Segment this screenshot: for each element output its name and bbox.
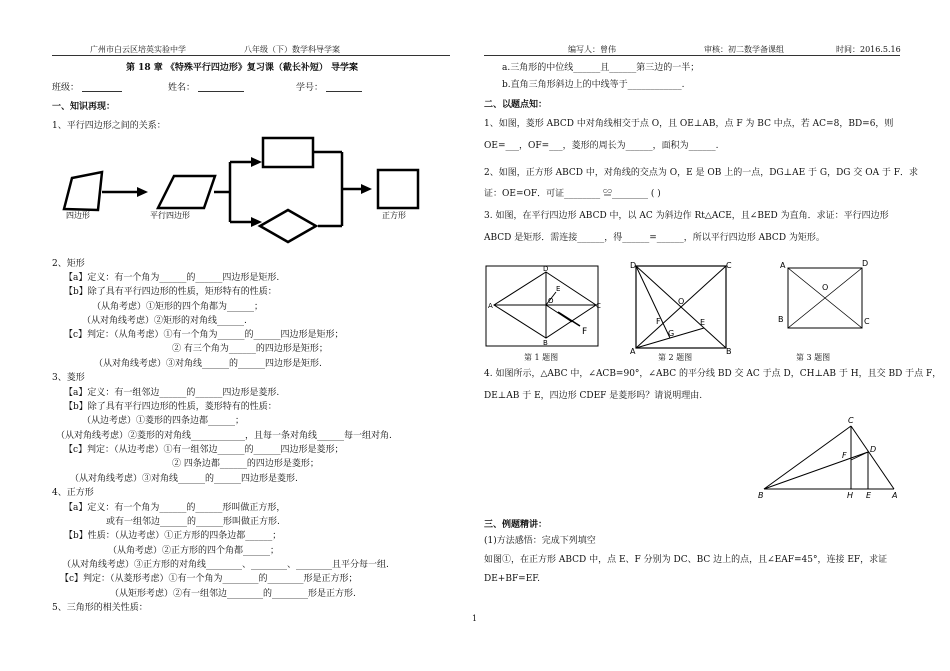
fig2-label-e: E [700,318,706,327]
fig4-bisector-bd [764,452,868,489]
rhombus-line: （从对角线考虑）②菱形的对角线____________，且每一条对角线______每一组对角. [56,431,392,441]
fig1-label-c: C [596,302,601,310]
fig2-label-b: B [726,347,732,356]
fig4-label-d: D [870,445,877,454]
problem3-line1: 3. 如图，在平行四边形 ABCD 中，以 AC 为斜边作 Rt△ACE，且∠BED 为直角．求证：平行四边形 [484,211,889,221]
rect-line: ② 有三个角为______的四边形是矩形； [172,344,328,354]
method-line: (1)方法感悟：完成下列填空 [484,536,596,546]
square-line: （从矩形考虑）②有一组邻边________的________形是正方形. [110,589,356,599]
fig1-label-f: F [582,327,588,337]
fig3-label-c: C [864,317,870,326]
fig2-label-d: D [630,261,637,270]
rhombus-line: 【c】判定：（从边考虑）①有一组邻边______的______四边形是菱形； [64,445,344,455]
square-shape [378,170,418,208]
section-examples-title: 三、例题精讲： [484,520,548,530]
name-blank[interactable] [198,91,244,92]
problem1-line1: 1、如图，菱形 ABCD 中对角线相交于点 O，且 OE⊥AB，点 F 为 BC 中点，若 AC=8，BD=6，则 [484,119,894,129]
class-label: 班级： [52,83,80,93]
square-line: 【b】性质：（从边考虑）①正方形的四条边都______； [64,531,282,541]
problem2-line2: 证：OE=OF．可证________ ≌________ ( ) [484,189,661,199]
rhombus-line: （从边考虑）①菱形的四条边都______； [82,416,245,426]
q1-text: 1、平行四边形之间的关系： [52,121,166,131]
header-rule-left [52,55,450,56]
example1-line2: DE+BF=EF. [484,574,540,584]
rect-line: （从对角线考虑）②矩形的对角线______. [82,316,247,326]
section-practice-title: 二、以题点知： [484,100,548,110]
rect-line: （从对角线考虑）③对角线______的______四边形是矩形. [94,359,322,369]
tri-prop-b: b.直角三角形斜边上的中线等于____________. [502,80,685,90]
rhombus-line: 【a】定义：有一组邻边______的______四边形是菱形. [64,388,280,398]
arrow-head-1 [137,187,148,197]
id-label: 学号： [296,83,324,93]
figure-2 [628,258,738,356]
fig1-segment-f [558,312,580,326]
header-reviewer: 审核：初二数学备课组 [704,45,784,54]
label-square: 正方形 [382,211,406,220]
header-date: 时间：2016.5.16 [836,45,901,54]
header-author: 编写人：曾伟 [568,45,616,54]
label-parallelogram: 平行四边形 [150,211,190,220]
problem3-line2: ABCD 是矩形．需连接______，得______=______，所以平行四边形 ABCD 为矩形。 [484,233,825,243]
fig3-label-a: A [780,261,786,270]
relation-diagram [40,132,470,262]
rhombus-title: 3、菱形 [52,373,85,383]
rhombus-line: 【b】除了具有平行四边形的性质，菱形特有的性质： [64,402,277,412]
rhombus-line: ② 四条边都______的四边形是菱形； [172,459,319,469]
square-line: 或有一组邻边______的______形叫做正方形. [106,517,280,527]
fig4-label-h: H [847,491,854,500]
fig2-label-g: G [668,329,675,338]
fig1-label-e: E [556,285,561,293]
fig3-label-o: O [822,283,829,292]
figure-1 [484,262,604,352]
figure-3-caption: 第 3 题图 [796,353,831,362]
fig2-label-c: C [726,261,732,270]
fig3-label-b: B [778,315,784,324]
fig4-label-a: A [892,491,898,500]
section-knowledge-title: 一、知识再现： [52,102,116,112]
square-line: （从对角线考虑）③正方形的对角线________、________、________且平分每一组. [62,560,389,570]
fig4-label-b: B [758,491,764,500]
fig2-label-o: O [678,297,685,306]
fig4-label-c: C [848,416,854,425]
rhombus-shape [260,210,316,242]
rect-line: 【a】定义：有一个角为______的______四边形是矩形. [64,273,280,283]
rect-title: 2、矩形 [52,259,85,269]
page-number: 1 [472,614,478,623]
problem2-line1: 2、如图，正方形 ABCD 中，对角线的交点为 O，E 是 OB 上的一点，DG⊥AE 于 G，DG 交 OA 于 F．求 [484,168,919,178]
arrow-head-4 [361,184,372,194]
parallelogram-shape [158,176,215,208]
figure-4 [756,414,906,499]
header-grade: 八年级（下）数学科导学案 [244,45,340,54]
rect-line: 【b】除了具有平行四边形的性质，矩形特有的性质： [64,287,277,297]
fig4-segment-fd [851,452,868,460]
fig4-label-e: E [866,491,872,500]
rect-line: 【c】判定：（从角考虑）①有一个角为______的______四边形是矩形； [64,330,344,340]
triangle-title: 5、三角形的相关性质： [52,603,148,613]
label-quadrilateral: 四边形 [66,211,90,220]
problem4-line2: DE⊥AB 于 E，四边形 CDEF 是菱形吗？请说明理由. [484,391,703,401]
problem1-line2: OE=___，OF=___，菱形的周长为______，面积为______. [484,141,719,151]
rectangle-shape [263,138,313,167]
rhombus-line: （从对角线考虑）③对角线______的______四边形是菱形. [70,474,298,484]
arrow-head-2 [251,157,262,167]
fig3-label-d: D [862,259,869,268]
name-label: 姓名： [168,83,196,93]
header-school: 广州市白云区培英实验中学 [90,45,186,54]
rect-line: （从角考虑）①矩形的四个角都为______； [92,302,264,312]
class-blank[interactable] [82,91,122,92]
header-rule-right [484,55,900,56]
page-title: 第 18 章 《特殊平行四边形》复习课（截长补短） 导学案 [126,63,359,73]
fig1-label-b: B [543,339,548,347]
fig4-side-ca [851,426,894,489]
quadrilateral-shape [64,172,102,210]
fig1-label-o: O [548,297,554,305]
fig4-label-f: F [842,451,847,460]
fig2-label-f: F [656,317,661,326]
fig2-segment-dg [636,266,670,338]
fig4-side-bc [764,426,851,489]
problem4-line1: 4. 如图所示，△ABC 中，∠ACB=90°，∠ABC 的平分线 BD 交 AC 于点 D，CH⊥AB 于 H，且交 BD 于点 F， [484,369,942,379]
fig1-label-a: A [488,302,493,310]
figure-2-caption: 第 2 题图 [658,353,693,362]
id-blank[interactable] [326,91,362,92]
square-line: 【a】定义：有一个角为______的______形叫做正方形， [64,503,286,513]
example1-line1: 如图①，在正方形 ABCD 中，点 E、F 分别为 DC、BC 边上的点，且∠EAF=45°，连接 EF，求证 [484,555,888,565]
square-line: 【c】判定：（从菱形考虑）①有一个角为________的________形是正方形； [60,574,358,584]
square-line: （从角考虑）②正方形的四个角都______； [108,546,280,556]
figure-1-caption: 第 1 题图 [524,353,559,362]
fig1-label-d: D [543,265,549,273]
figure-3 [776,258,876,348]
square-title: 4、正方形 [52,488,94,498]
fig2-label-a: A [630,347,636,356]
tri-prop-a: a.三角形的中位线______且______第三边的一半； [502,63,700,73]
